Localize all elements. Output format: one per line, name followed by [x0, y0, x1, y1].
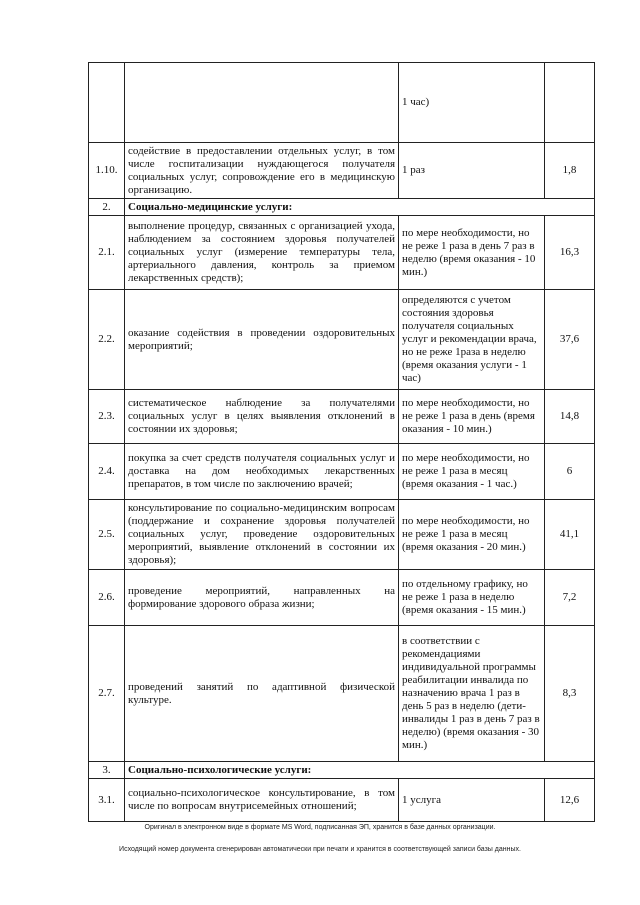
service-description: проведение мероприятий, направленных на формирование здорового образа жизни;	[125, 570, 399, 626]
service-value: 1,8	[545, 143, 595, 199]
table-row	[89, 626, 595, 762]
service-frequency: по мере необходимости, но не реже 1 раза в месяц (время оказания - 20 мин.)	[399, 500, 545, 570]
row-number: 2.4.	[89, 444, 125, 500]
table-row	[89, 779, 595, 822]
section-number: 3.	[89, 762, 125, 779]
service-value: 8,3	[545, 626, 595, 762]
service-value: 16,3	[545, 216, 595, 290]
service-frequency: по отдельному графику, но не реже 1 раза в неделю (время оказания - 15 мин.)	[399, 570, 545, 626]
row-number	[89, 63, 125, 143]
service-description: содействие в предоставлении отдельных услуг, в том числе госпитализации нуждающегося получателя социальных услуг, сопровождение его в медицинскую организацию.	[125, 143, 399, 199]
service-description: проведений занятий по адаптивной физической культуре.	[125, 626, 399, 762]
service-frequency: 1 раз	[399, 143, 545, 199]
table-row	[89, 500, 595, 570]
table-row	[89, 143, 595, 199]
service-frequency: в соответствии с рекомендациями индивидуальной программы реабилитации инвалида по назначению врача 1 раз в день 5 раз в неделю (дети-инвалиды 1 раз в день 7 раз в неделю) (время оказания - 30 мин.)	[399, 626, 545, 762]
row-number: 2.2.	[89, 290, 125, 390]
service-description: консультирование по социально-медицинским вопросам (поддержание и сохранение здоровья получателей социальных услуг, проведение оздоровительных мероприятий, выявление отклонений в состоянии их здоровья);	[125, 500, 399, 570]
service-description: социально-психологическое консультирование, в том числе по вопросам внутрисемейных отношений;	[125, 779, 399, 822]
row-number: 3.1.	[89, 779, 125, 822]
section-row	[89, 762, 595, 779]
services-table	[88, 62, 595, 822]
service-frequency: 1 час)	[399, 63, 545, 143]
table-row	[89, 390, 595, 444]
table-row	[89, 444, 595, 500]
service-value: 37,6	[545, 290, 595, 390]
service-value: 41,1	[545, 500, 595, 570]
table-row	[89, 216, 595, 290]
service-frequency: 1 услуга	[399, 779, 545, 822]
section-row	[89, 199, 595, 216]
row-number: 2.3.	[89, 390, 125, 444]
table-row	[89, 63, 595, 143]
service-value: 7,2	[545, 570, 595, 626]
service-frequency: по мере необходимости, но не реже 1 раза в месяц (время оказания - 1 час.)	[399, 444, 545, 500]
service-description	[125, 63, 399, 143]
table-row	[89, 570, 595, 626]
section-title: Социально-психологические услуги:	[125, 762, 595, 779]
section-title: Социально-медицинские услуги:	[125, 199, 595, 216]
service-frequency: определяются с учетом состояния здоровья получателя социальных услуг и рекомендации врача, но не реже 1раза в неделю (время оказания услуги - 1 час)	[399, 290, 545, 390]
table-row	[89, 290, 595, 390]
service-description: оказание содействия в проведении оздоровительных мероприятий;	[125, 290, 399, 390]
service-value	[545, 63, 595, 143]
service-value: 12,6	[545, 779, 595, 822]
section-number: 2.	[89, 199, 125, 216]
service-description: выполнение процедур, связанных с организацией ухода, наблюдением за состоянием здоровья получателей социальных услуг (измерение температуры тела, артериального давления, контроль за приемом лекарственных средств);	[125, 216, 399, 290]
service-description: покупка за счет средств получателя социальных услуг и доставка на дом необходимых лекарственных препаратов, в том числе по заключению врачей;	[125, 444, 399, 500]
row-number: 2.1.	[89, 216, 125, 290]
service-description: систематическое наблюдение за получателями социальных услуг в целях выявления отклонений в состоянии их здоровья;	[125, 390, 399, 444]
footer-original-note: Оригинал в электронном виде в формате MS Word, подписанная ЭП, хранится в базе данных организации.	[144, 824, 496, 831]
row-number: 2.7.	[89, 626, 125, 762]
service-value: 14,8	[545, 390, 595, 444]
row-number: 2.6.	[89, 570, 125, 626]
row-number: 1.10.	[89, 143, 125, 199]
service-frequency: по мере необходимости, но не реже 1 раза в день (время оказания - 10 мин.)	[399, 390, 545, 444]
service-value: 6	[545, 444, 595, 500]
service-frequency: по мере необходимости, но не реже 1 раза в день 7 раз в неделю (время оказания - 10 мин.)	[399, 216, 545, 290]
footer-number-note: Исходящий номер документа сгенерирован автоматически при печати и хранится в соответствующей записи базы данных.	[119, 846, 521, 853]
row-number: 2.5.	[89, 500, 125, 570]
